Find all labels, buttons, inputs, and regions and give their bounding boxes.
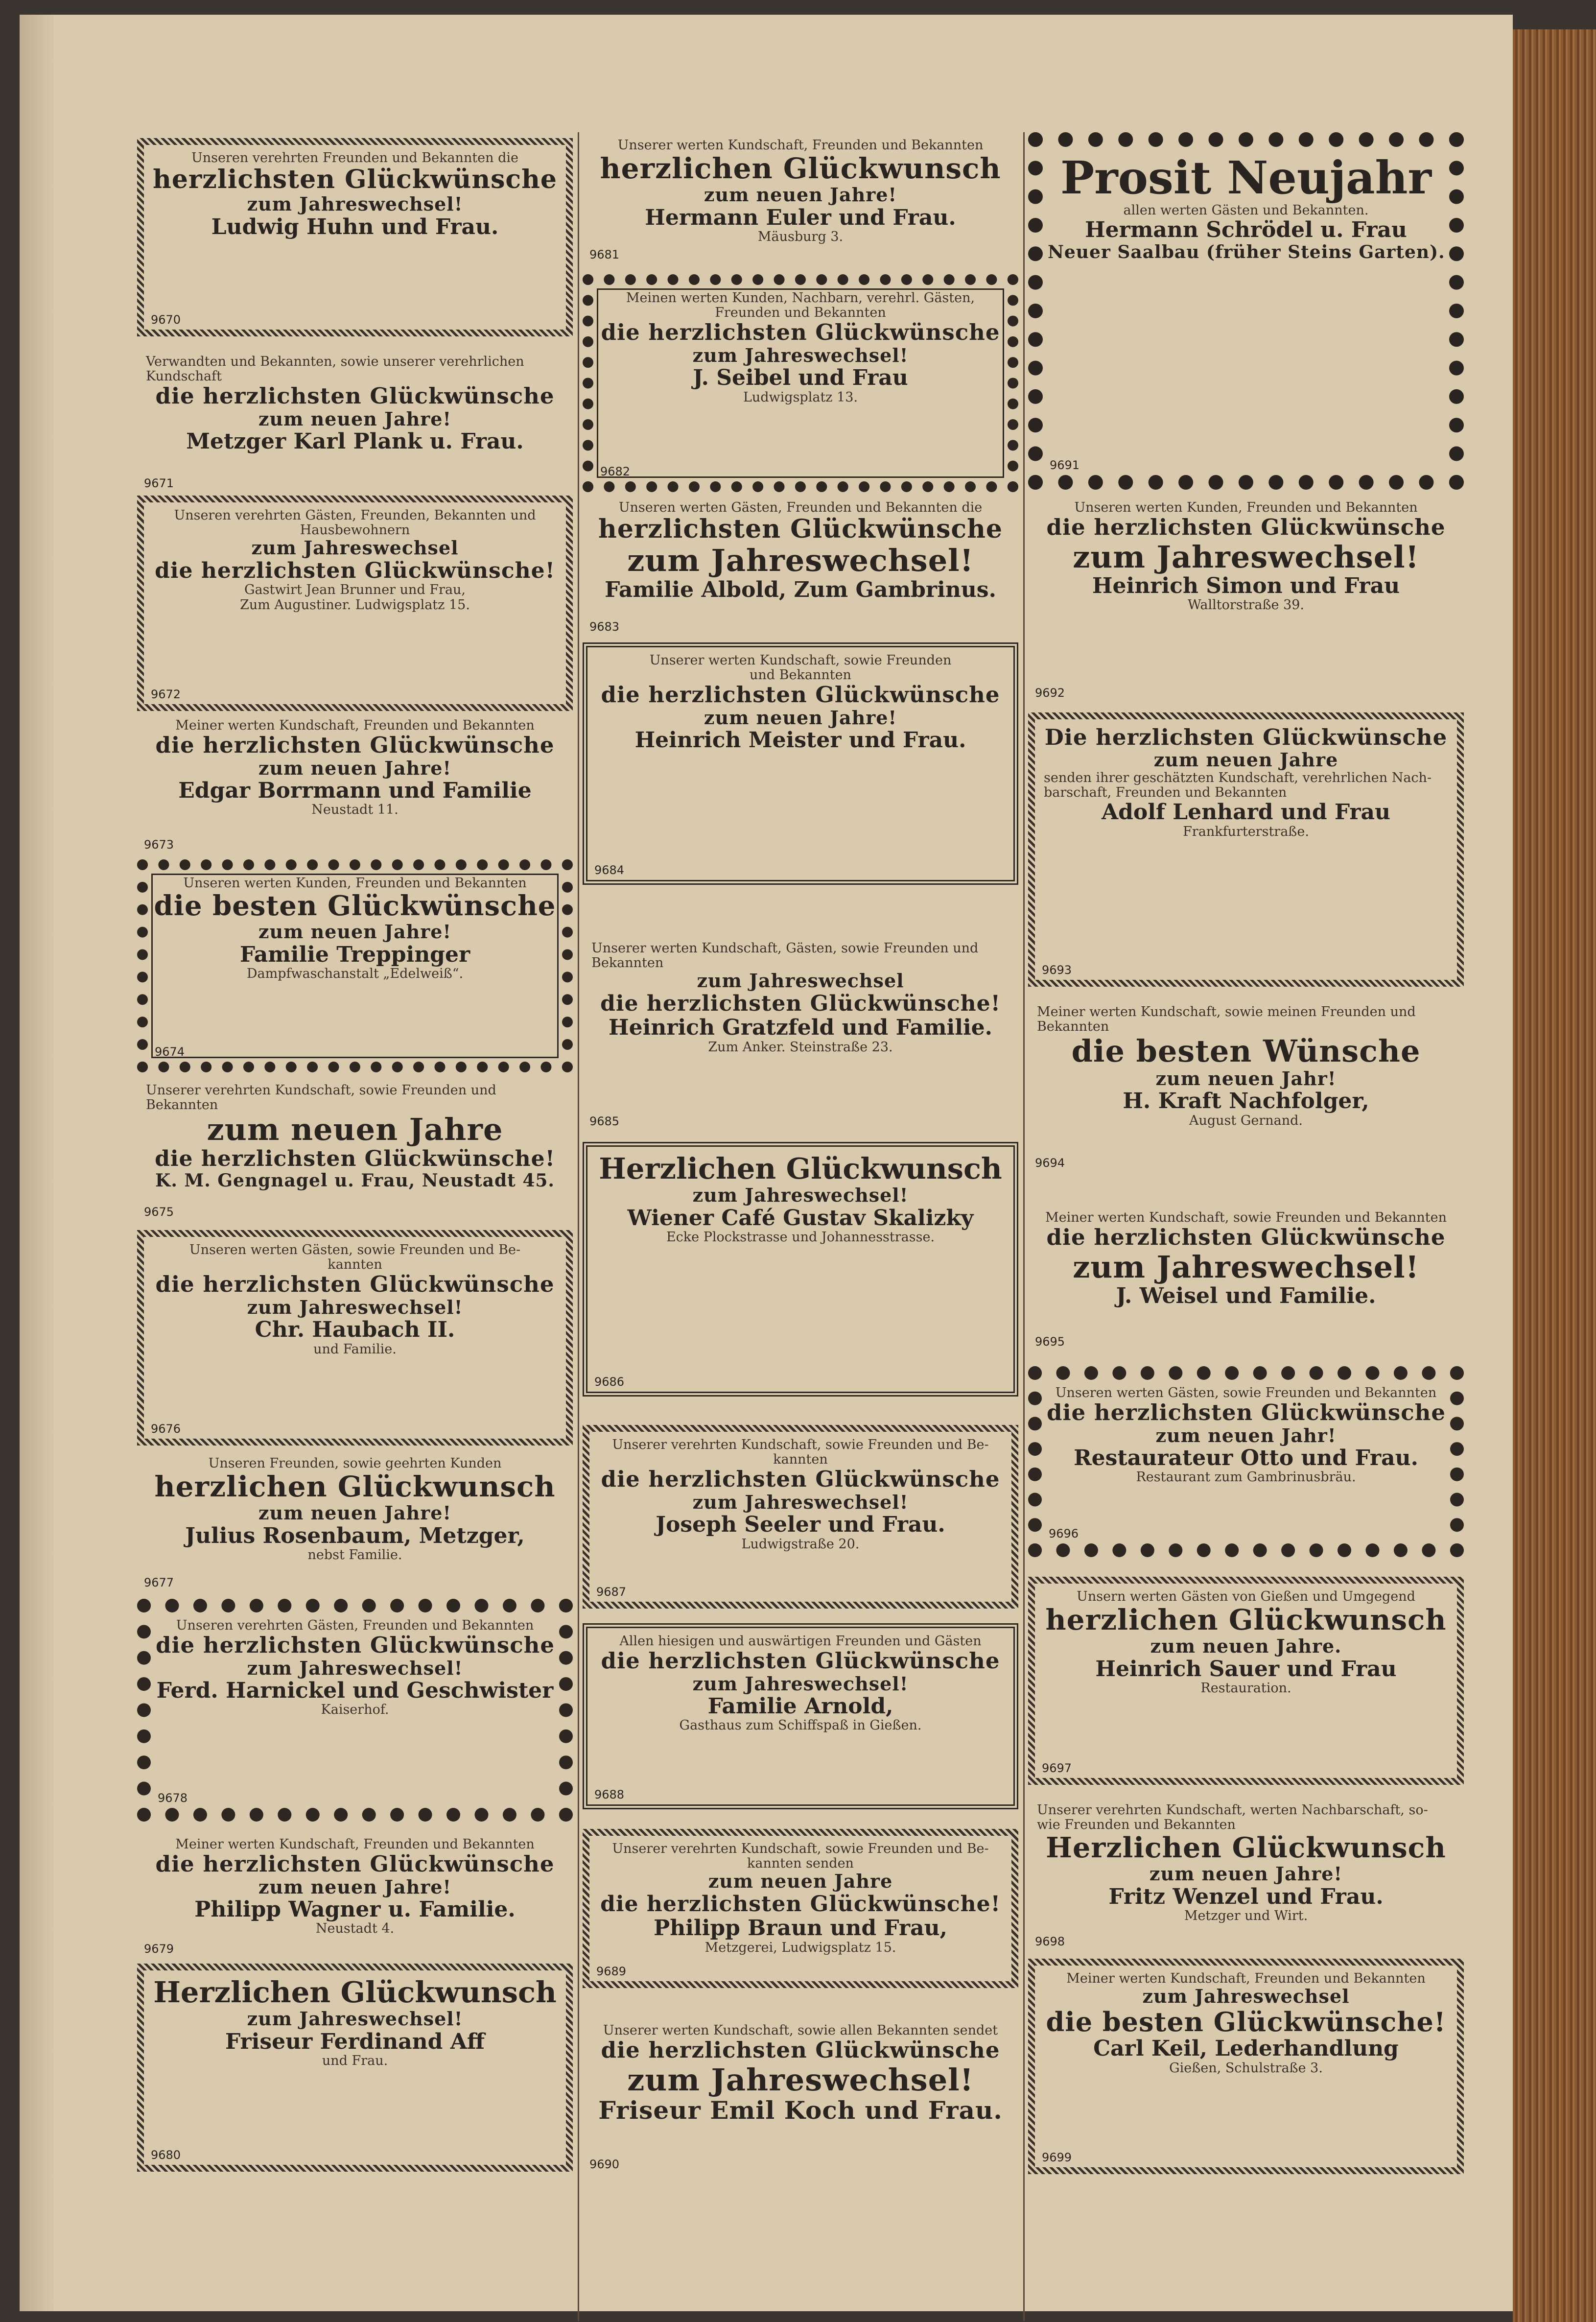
ad-text-line: Bekannten xyxy=(146,1097,218,1113)
ad-text-line: Unseren werten Gästen, Freunden und Bekannten die xyxy=(618,500,983,515)
ad-text-line: und Bekannten xyxy=(750,667,851,683)
ad-text-line: Freunden und Bekannten xyxy=(715,305,886,321)
ad-text-line: Mäusburg 3. xyxy=(757,229,844,244)
ad-text-line: Ludwigsplatz 13. xyxy=(743,389,858,405)
ad-text-line: Meiner werten Kundschaft, Freunden und Bekannten xyxy=(175,718,535,733)
ad-text-line: Ecke Plockstrasse und Johannesstrasse. xyxy=(666,1229,935,1245)
advertisement-9673 xyxy=(137,712,573,854)
ad-text-line: zum Jahreswechsel! xyxy=(627,543,974,579)
advertisement-9670 xyxy=(137,138,573,336)
ad-text-line: die herzlichsten Glückwünsche xyxy=(601,682,1000,708)
ad-text-line: Gastwirt Jean Brunner und Frau, xyxy=(244,582,466,598)
ad-text-line: Heinrich Gratzfeld und Familie. xyxy=(609,1015,992,1041)
ad-number: 9681 xyxy=(589,248,620,261)
ad-text-line: die herzlichsten Glückwünsche! xyxy=(600,1892,1001,1917)
ad-text-line: Hausbewohnern xyxy=(300,522,410,538)
ad-number: 9679 xyxy=(144,1942,174,1956)
ad-text-line: zum Jahreswechsel! xyxy=(247,1657,463,1679)
ad-text-line: die herzlichsten Glückwünsche xyxy=(155,1271,555,1298)
ad-text-line: Unserer werten Kundschaft, Freunden und Bekannten xyxy=(617,138,984,153)
ad-text-line: Gasthaus zum Schiffspaß in Gießen. xyxy=(679,1718,922,1733)
advertisement-9694 xyxy=(1028,999,1464,1173)
ad-text-line: J. Weisel und Familie. xyxy=(1116,1283,1376,1309)
ad-number: 9678 xyxy=(158,1791,188,1805)
ad-text-line: Die herzlichsten Glückwünsche xyxy=(1044,724,1448,750)
advertisement-9684 xyxy=(583,642,1018,885)
ad-number: 9685 xyxy=(589,1114,620,1128)
advertisement-9698 xyxy=(1028,1797,1464,1951)
ad-text-line: zum neuen Jahre xyxy=(708,1870,893,1893)
ad-text-line: Kaiserhof. xyxy=(321,1702,389,1718)
ad-text-line: Heinrich Meister und Frau. xyxy=(634,728,966,753)
advertisement-9685 xyxy=(583,935,1018,1131)
ad-text-line: Meiner werten Kundschaft, Freunden und Bekannten xyxy=(1066,1971,1426,1986)
ad-text-line: Metzger und Wirt. xyxy=(1184,1908,1308,1924)
book-edge xyxy=(1513,29,1596,2322)
ad-text-line: senden ihrer geschätzten Kundschaft, verehrlichen Nach- xyxy=(1044,770,1432,785)
ad-text-line: Unserer verehrten Kundschaft, sowie Freunden und Be- xyxy=(612,1437,989,1452)
ad-number: 9675 xyxy=(144,1205,174,1219)
ad-text-line: die herzlichsten Glückwünsche! xyxy=(600,991,1001,1017)
ad-text-line: barschaft, Freunden und Bekannten xyxy=(1044,785,1287,801)
ad-text-line: Zum Augustiner. Ludwigsplatz 15. xyxy=(240,597,470,613)
ad-text-line: Unserer verehrten Kundschaft, werten Nachbarschaft, so- xyxy=(1037,1802,1428,1818)
ad-text-line: Prosit Neujahr xyxy=(1060,151,1432,204)
ad-text-line: zum neuen Jahre! xyxy=(704,706,897,729)
ad-text-line: Unseren werten Kunden, Freunden und Bekannten xyxy=(1074,500,1418,515)
advertisement-9678 xyxy=(137,1599,573,1822)
ad-text-line: zum neuen Jahre! xyxy=(258,1875,452,1898)
ad-text-line: zum Jahreswechsel! xyxy=(247,193,463,215)
ad-text-line: Unserer werten Kundschaft, sowie allen Bekannten sendet xyxy=(603,2023,998,2038)
ad-text-line: zum Jahreswechsel! xyxy=(692,344,909,366)
ad-text-line: die herzlichsten Glückwünsche xyxy=(1046,1224,1446,1251)
ad-text-line: Unseren verehrten Gästen, Freunden, Bekannten und xyxy=(174,508,536,523)
ad-text-line: wie Freunden und Bekannten xyxy=(1037,1817,1236,1833)
ad-text-line: Zum Anker. Steinstraße 23. xyxy=(708,1039,893,1055)
ad-text-line: kannten xyxy=(773,1452,828,1468)
ad-text-line: Heinrich Sauer und Frau xyxy=(1095,1656,1397,1682)
advertisement-9683 xyxy=(583,495,1018,637)
ad-text-line: die besten Glückwünsche xyxy=(154,890,556,923)
ad-text-line: Restaurant zum Gambrinusbräu. xyxy=(1136,1469,1356,1485)
ad-number: 9691 xyxy=(1050,458,1080,472)
advertisement-9699 xyxy=(1028,1959,1464,2174)
ad-text-line: Kundschaft xyxy=(146,369,222,384)
ad-text-line: zum neuen Jahre! xyxy=(1149,1863,1343,1885)
ad-text-line: Unseren werten Gästen, sowie Freunden und Be- xyxy=(189,1242,521,1257)
advertisement-9693 xyxy=(1028,712,1464,987)
advertisement-9695 xyxy=(1028,1205,1464,1351)
ad-text-line: zum neuen Jahre. xyxy=(1150,1635,1342,1658)
ad-text-line: Familie Albold, Zum Gambrinus. xyxy=(605,577,996,602)
ad-number: 9688 xyxy=(594,1788,625,1801)
ad-text-line: zum neuen Jahre! xyxy=(258,757,452,779)
ad-text-line: zum Jahreswechsel! xyxy=(692,1491,909,1513)
ad-text-line: Dampfwaschanstalt „Edelweiß“. xyxy=(246,966,464,981)
ad-text-line: zum Jahreswechsel! xyxy=(627,2061,974,2098)
ad-text-line: zum Jahreswechsel! xyxy=(1073,1249,1419,1285)
ad-text-line: zum Jahreswechsel! xyxy=(692,1184,909,1207)
ad-text-line: Meiner werten Kundschaft, sowie meinen Freunden und xyxy=(1037,1004,1416,1019)
ad-text-line: Heinrich Simon und Frau xyxy=(1092,573,1400,599)
ad-text-line: Edgar Borrmann und Familie xyxy=(178,778,532,804)
advertisement-9676 xyxy=(137,1230,573,1445)
ad-text-line: Unserer werten Kundschaft, Gästen, sowie Freunden und xyxy=(591,941,979,956)
ad-text-line: Unserer verehrten Kundschaft, sowie Freunden und xyxy=(146,1083,496,1098)
ad-number: 9694 xyxy=(1035,1156,1065,1170)
ad-text-line: Ferd. Harnickel und Geschwister xyxy=(156,1678,554,1704)
ad-text-line: die herzlichsten Glückwünsche xyxy=(601,319,1000,346)
ad-text-line: zum Jahreswechsel xyxy=(1142,1985,1350,2008)
ad-text-line: Friseur Emil Koch und Frau. xyxy=(598,2096,1003,2125)
ad-text-line: Allen hiesigen und auswärtigen Freunden und Gästen xyxy=(619,1634,982,1649)
ad-text-line: Meinen werten Kunden, Nachbarn, verehrl. Gästen, xyxy=(626,290,975,306)
ad-text-line: zum neuen Jahre! xyxy=(258,407,452,430)
ad-number: 9689 xyxy=(596,1965,627,1978)
ad-number: 9680 xyxy=(151,2148,181,2162)
column-rule xyxy=(1023,132,1025,2321)
ad-text-line: die herzlichsten Glückwünsche xyxy=(156,1632,555,1659)
ad-text-line: die herzlichsten Glückwünsche xyxy=(1046,514,1446,541)
ad-number: 9672 xyxy=(151,687,181,701)
ad-text-line: kannten xyxy=(328,1257,382,1273)
advertisement-9697 xyxy=(1028,1577,1464,1785)
ad-text-line: zum Jahreswechsel! xyxy=(247,2008,463,2030)
ad-text-line: herzlichen Glückwunsch xyxy=(600,152,1001,186)
ad-number: 9698 xyxy=(1035,1935,1065,1948)
ad-number: 9686 xyxy=(594,1375,625,1389)
ad-number: 9690 xyxy=(589,2157,620,2171)
ad-number: 9670 xyxy=(151,313,181,327)
ad-text-line: zum Jahreswechsel! xyxy=(1073,539,1419,575)
ad-text-line: zum Jahreswechsel! xyxy=(247,1296,463,1318)
ad-text-line: Unseren werten Kunden, Freunden und Bekannten xyxy=(183,876,527,891)
advertisement-9687 xyxy=(583,1425,1018,1609)
ad-text-line: J. Seibel und Frau xyxy=(693,365,908,391)
ad-text-line: zum neuen Jahre! xyxy=(704,184,897,206)
ad-text-line: Wiener Café Gustav Skalizky xyxy=(627,1205,974,1231)
ad-text-line: herzlichsten Glückwünsche xyxy=(153,165,557,195)
ad-text-line: K. M. Gengnagel u. Frau, Neustadt 45. xyxy=(155,1170,555,1191)
ad-text-line: August Gernand. xyxy=(1189,1113,1303,1128)
ad-text-line: die herzlichsten Glückwünsche xyxy=(155,732,555,758)
ad-text-line: die herzlichsten Glückwünsche! xyxy=(155,1146,555,1171)
ad-number: 9677 xyxy=(144,1576,174,1589)
ad-text-line: Unseren verehrten Gästen, Freunden und Bekannten xyxy=(176,1618,534,1633)
ad-text-line: Herzlichen Glückwunsch xyxy=(599,1152,1002,1185)
ad-text-line: Joseph Seeler und Frau. xyxy=(656,1512,945,1538)
ad-text-line: Gießen, Schulstraße 3. xyxy=(1169,2060,1323,2076)
ad-text-line: Unserer verehrten Kundschaft, sowie Freunden und Be- xyxy=(612,1841,989,1856)
advertisement-9679 xyxy=(137,1831,573,1959)
ad-number: 9696 xyxy=(1049,1527,1079,1540)
ad-text-line: kannten senden xyxy=(747,1856,854,1872)
ad-number: 9699 xyxy=(1042,2151,1072,2164)
ad-number: 9676 xyxy=(151,1422,181,1436)
ad-text-line: die herzlichsten Glückwünsche xyxy=(155,383,555,409)
ad-text-line: Bekannten xyxy=(1037,1019,1109,1035)
ad-number: 9683 xyxy=(589,620,620,634)
ad-text-line: die herzlichsten Glückwünsche xyxy=(601,1466,1000,1493)
ad-number: 9692 xyxy=(1035,686,1065,700)
ad-text-line: herzlichen Glückwunsch xyxy=(1045,1603,1447,1637)
ad-text-line: Hermann Schrödel u. Frau xyxy=(1085,217,1407,243)
ad-text-line: die herzlichsten Glückwünsche xyxy=(155,1851,555,1877)
ad-text-line: Unseren verehrten Freunden und Bekannten die xyxy=(191,150,519,166)
advertisement-9674 xyxy=(137,859,573,1072)
ad-text-line: zum Jahreswechsel xyxy=(697,970,904,992)
ad-text-line: herzlichsten Glückwünsche xyxy=(598,514,1003,545)
ad-number: 9697 xyxy=(1042,1761,1072,1775)
ad-text-line: zum neuen Jahre xyxy=(1153,749,1338,771)
ad-number: 9687 xyxy=(596,1585,627,1599)
ad-text-line: Neustadt 11. xyxy=(311,802,399,818)
ad-text-line: Herzlichen Glückwunsch xyxy=(153,1975,557,2009)
advertisement-9672 xyxy=(137,496,573,711)
page-gutter xyxy=(20,15,54,2311)
advertisement-9696 xyxy=(1028,1366,1464,1557)
ad-text-line: Familie Treppinger xyxy=(239,942,470,967)
ad-text-line: und Familie. xyxy=(313,1341,397,1357)
ad-text-line: Julius Rosenbaum, Metzger, xyxy=(185,1523,525,1548)
ad-text-line: Philipp Braun und Frau, xyxy=(654,1916,947,1941)
ad-text-line: Unseren Freunden, sowie geehrten Kunden xyxy=(208,1456,502,1471)
ad-text-line: H. Kraft Nachfolger, xyxy=(1123,1089,1369,1114)
ad-text-line: Adolf Lenhard und Frau xyxy=(1101,800,1391,825)
ad-text-line: Meiner werten Kundschaft, Freunden und Bekannten xyxy=(175,1837,535,1852)
ad-text-line: die besten Wünsche xyxy=(1071,1033,1421,1069)
ad-text-line: Familie Arnold, xyxy=(707,1694,893,1719)
advertisement-9682 xyxy=(583,274,1018,492)
ad-text-line: Neustadt 4. xyxy=(315,1921,395,1937)
ad-text-line: zum neuen Jahre! xyxy=(258,920,452,943)
ad-text-line: Walltorstraße 39. xyxy=(1187,597,1305,613)
ad-text-line: Unsern werten Gästen von Gießen und Umgegend xyxy=(1077,1589,1415,1604)
ad-text-line: die besten Glückwünsche! xyxy=(1046,2006,1446,2038)
ad-text-line: Restaurateur Otto und Frau. xyxy=(1074,1445,1418,1471)
advertisement-9689 xyxy=(583,1829,1018,1988)
ad-number: 9693 xyxy=(1042,963,1072,977)
ad-text-line: Unserer werten Kundschaft, sowie Freunden xyxy=(649,653,952,668)
advertisement-9681 xyxy=(583,132,1018,264)
ad-text-line: und Frau. xyxy=(322,2053,388,2068)
advertisement-9690 xyxy=(583,2017,1018,2174)
ad-text-line: zum Jahreswechsel! xyxy=(692,1672,909,1695)
ad-text-line: Chr. Haubach II. xyxy=(255,1317,455,1343)
ad-text-line: Metzgerei, Ludwigsplatz 15. xyxy=(704,1940,896,1955)
ad-text-line: Fritz Wenzel und Frau. xyxy=(1108,1884,1384,1909)
ad-text-line: Restauration. xyxy=(1200,1681,1291,1696)
ad-text-line: die herzlichsten Glückwünsche xyxy=(1047,1399,1446,1426)
ad-text-line: Bekannten xyxy=(591,955,664,971)
ad-number: 9673 xyxy=(144,838,174,852)
ad-text-line: allen werten Gästen und Bekannten. xyxy=(1123,203,1369,218)
ad-text-line: Verwandten und Bekannten, sowie unserer verehrlichen xyxy=(146,354,524,369)
ad-number: 9671 xyxy=(144,476,174,490)
ad-text-line: Carl Keil, Lederhandlung xyxy=(1093,2036,1399,2061)
advertisement-9691 xyxy=(1028,132,1464,490)
ad-text-line: Frankfurterstraße. xyxy=(1183,824,1309,839)
ad-text-line: Metzger Karl Plank u. Frau. xyxy=(186,429,524,454)
ad-text-line: nebst Familie. xyxy=(307,1547,402,1563)
advertisement-9688 xyxy=(583,1623,1018,1809)
ad-number: 9674 xyxy=(155,1045,185,1059)
ad-text-line: zum neuen Jahr! xyxy=(1155,1424,1337,1446)
ad-text-line: Neuer Saalbau (früher Steins Garten). xyxy=(1048,241,1445,262)
ad-number: 9695 xyxy=(1035,1335,1065,1349)
ad-text-line: die herzlichsten Glückwünsche xyxy=(601,2037,1000,2063)
advertisement-9671 xyxy=(137,349,573,493)
ad-text-line: zum neuen Jahre! xyxy=(258,1502,452,1524)
ad-text-line: Ludwigstraße 20. xyxy=(741,1536,860,1552)
ad-text-line: zum neuen Jahr! xyxy=(1155,1067,1337,1090)
ad-text-line: Hermann Euler und Frau. xyxy=(645,205,956,230)
ad-number: 9682 xyxy=(600,465,631,478)
ad-text-line: die herzlichsten Glückwünsche! xyxy=(155,558,555,584)
ad-text-line: herzlichen Glückwunsch xyxy=(154,1470,556,1504)
ad-text-line: zum Jahreswechsel xyxy=(251,537,459,559)
advertisement-9686 xyxy=(583,1142,1018,1397)
ad-text-line: Ludwig Huhn und Frau. xyxy=(211,214,499,240)
advertisement-9680 xyxy=(137,1964,573,2172)
ad-text-line: zum neuen Jahre xyxy=(207,1112,503,1148)
ad-number: 9684 xyxy=(594,863,625,877)
advertisement-9675 xyxy=(137,1077,573,1222)
advertisement-9692 xyxy=(1028,495,1464,703)
ad-text-line: Unseren werten Gästen, sowie Freunden und Bekannten xyxy=(1055,1385,1437,1400)
ad-text-line: Meiner werten Kundschaft, sowie Freunden und Bekannten xyxy=(1045,1210,1447,1225)
ad-text-line: Herzlichen Glückwunsch xyxy=(1046,1831,1446,1865)
ad-text-line: Friseur Ferdinand Aff xyxy=(225,2029,485,2054)
ad-text-line: Philipp Wagner u. Familie. xyxy=(194,1897,516,1922)
ad-text-line: die herzlichsten Glückwünsche xyxy=(601,1648,1000,1674)
advertisement-9677 xyxy=(137,1450,573,1592)
column-rule xyxy=(578,132,579,2321)
